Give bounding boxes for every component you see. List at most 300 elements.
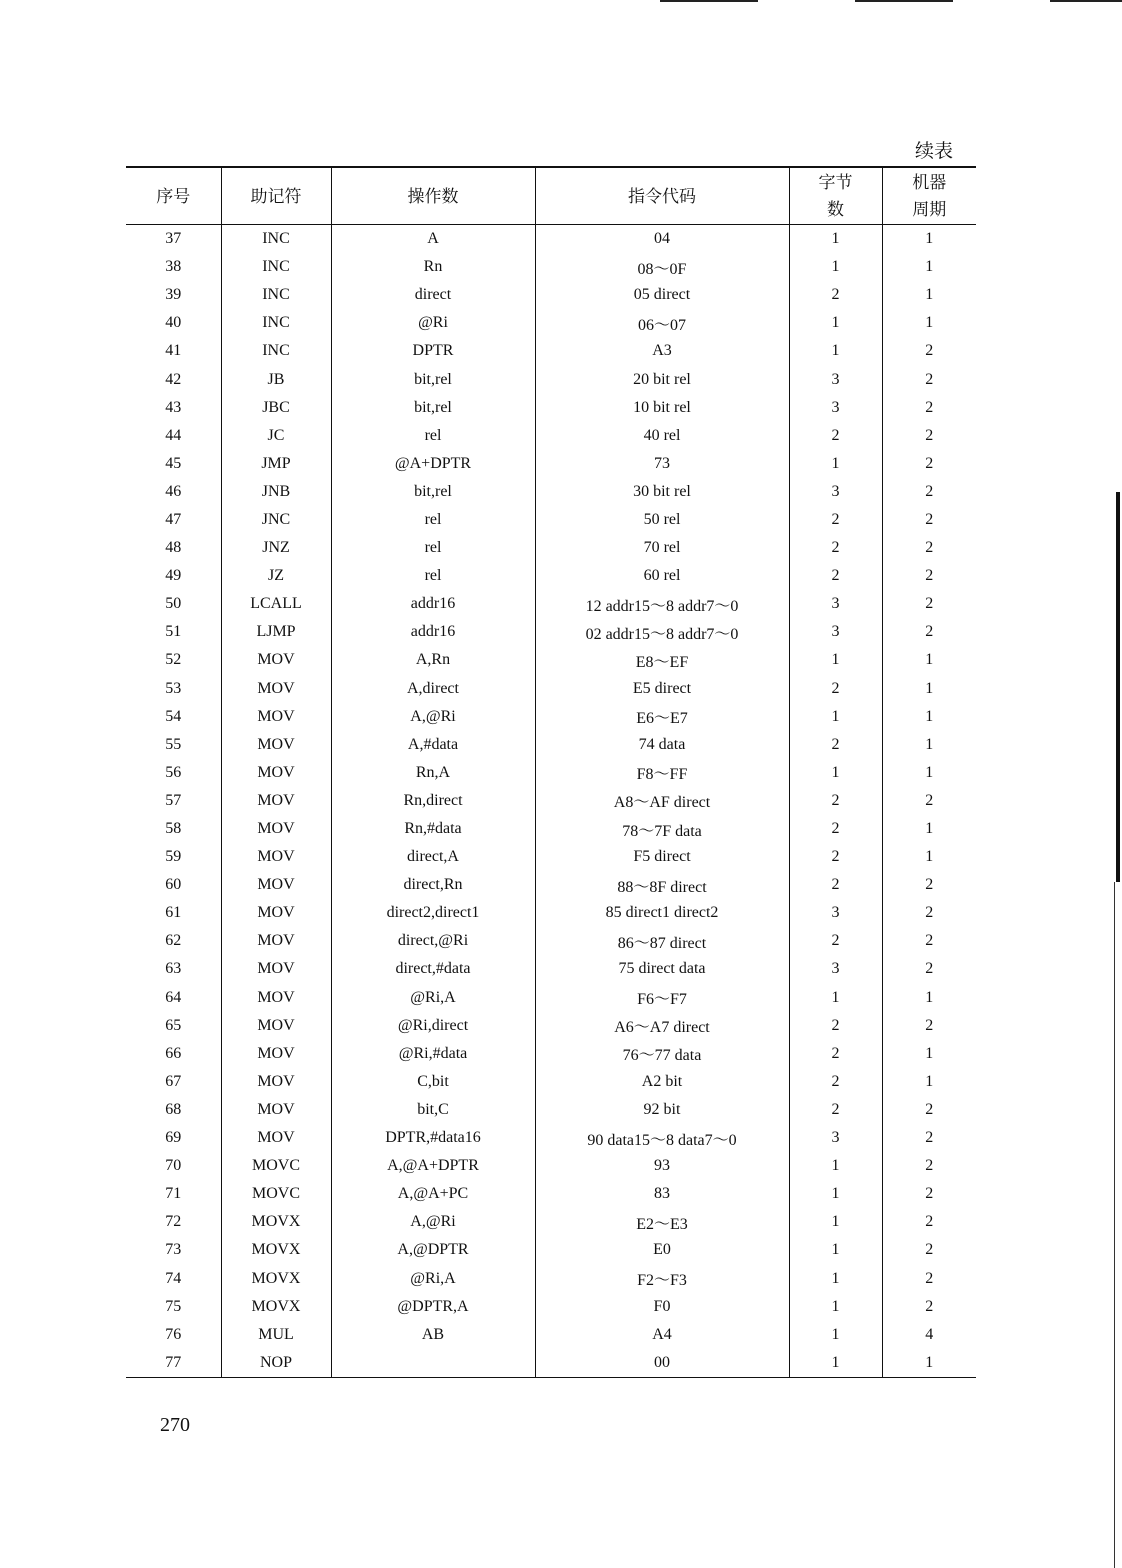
cell-mnemonic: MOV [221,899,331,927]
cell-operand: A,@A+DPTR [331,1152,535,1180]
cell-mnemonic: MOV [221,1040,331,1068]
cell-opcode: 20 bit rel [535,365,789,393]
cell-seq: 37 [126,225,221,254]
table-row [126,422,976,450]
header-cycles-line1: 机器 [912,173,947,192]
cell-operand: A,@DPTR [331,1236,535,1264]
cell-mnemonic: MOV [221,731,331,759]
table-row [126,984,976,1012]
cell-mnemonic: MOV [221,815,331,843]
cell-opcode: 04 [535,225,789,254]
binding-edge-bar [1116,492,1120,882]
cell-bytes: 3 [789,618,882,646]
cell-opcode: 70 rel [535,534,789,562]
cell-cycles: 1 [925,848,934,866]
cell-bytes: 2 [789,1068,882,1096]
table-row [126,927,976,955]
cell-seq: 53 [126,675,221,703]
cell-operand: @Ri,direct [331,1012,535,1040]
cell-bytes: 2 [789,675,882,703]
cell-bytes: 3 [789,1124,882,1152]
cell-mnemonic: MOV [221,646,331,674]
cell-bytes: 3 [789,590,882,618]
cell-bytes: 1 [789,646,882,674]
cell-seq: 43 [126,394,221,422]
cell-opcode: 76～77 data [535,1040,789,1068]
cell-bytes: 1 [789,1208,882,1236]
cell-bytes: 2 [789,534,882,562]
cell-mnemonic: INC [221,337,331,365]
table-row [126,394,976,422]
cell-seq: 56 [126,759,221,787]
cell-cycles: 2 [925,510,934,528]
cell-seq: 60 [126,871,221,899]
cell-mnemonic: LJMP [221,618,331,646]
table-row [126,1321,976,1349]
table-row [126,450,976,478]
cell-cycles: 2 [925,960,934,978]
cell-opcode: F6～F7 [535,984,789,1012]
table-row [126,675,976,703]
cell-opcode: 93 [535,1152,789,1180]
table-row [126,1096,976,1124]
cell-cycles: 2 [925,482,934,500]
table-row [126,506,976,534]
cell-bytes: 2 [789,506,882,534]
cell-opcode: 78～7F data [535,815,789,843]
cell-operand: A,#data [331,731,535,759]
cell-cycles: 1 [925,763,934,781]
cell-cycles: 1 [925,230,934,248]
cell-mnemonic: NOP [221,1349,331,1378]
cell-cycles: 1 [925,707,934,725]
cell-cycles: 1 [882,1349,976,1378]
cell-operand: bit,rel [331,365,535,393]
cell-cycles: 2 [925,1129,934,1147]
cell-seq: 41 [126,337,221,365]
cell-mnemonic: MOV [221,843,331,871]
header-cycles-line2: 周期 [912,200,947,219]
cell-mnemonic: MOV [221,675,331,703]
cell-mnemonic: MOV [221,1096,331,1124]
cell-seq: 59 [126,843,221,871]
cell-cycles: 1 [925,988,934,1006]
binding-edge-line [1114,882,1115,1568]
table-row [126,365,976,393]
table-row [126,1040,976,1068]
cell-bytes: 1 [789,703,882,731]
cell-seq: 67 [126,1068,221,1096]
table-row [126,1293,976,1321]
cell-seq: 55 [126,731,221,759]
cell-seq: 69 [126,1124,221,1152]
cell-cycles: 2 [925,1185,934,1203]
header-cycles [882,167,976,225]
cell-mnemonic: LCALL [221,590,331,618]
cell-seq: 64 [126,984,221,1012]
cell-cycles: 2 [925,1213,934,1231]
cell-opcode: 50 rel [535,506,789,534]
cell-operand: direct,#data [331,955,535,983]
cell-bytes: 1 [789,309,882,337]
table-row [126,281,976,309]
cell-mnemonic: MOV [221,1068,331,1096]
cell-seq: 46 [126,478,221,506]
cell-cycles: 1 [925,314,934,332]
cell-seq: 51 [126,618,221,646]
cell-seq: 75 [126,1293,221,1321]
cell-bytes: 1 [789,1152,882,1180]
table-row [126,562,976,590]
cell-operand: Rn,direct [331,787,535,815]
cell-operand: Rn,#data [331,815,535,843]
cell-seq: 40 [126,309,221,337]
table-row [126,478,976,506]
table-row [126,590,976,618]
cell-bytes: 1 [789,759,882,787]
cell-bytes: 3 [789,394,882,422]
cell-cycles: 1 [925,651,934,669]
cell-seq: 65 [126,1012,221,1040]
cell-seq: 70 [126,1152,221,1180]
header-bytes-line1: 字节 [818,173,853,192]
cell-operand: addr16 [331,618,535,646]
cell-mnemonic: MOVX [221,1293,331,1321]
table-row [126,1012,976,1040]
cell-operand: direct [331,281,535,309]
cell-bytes: 2 [789,562,882,590]
table-row [126,253,976,281]
cell-opcode: 10 bit rel [535,394,789,422]
table-row [126,1124,976,1152]
cell-seq: 68 [126,1096,221,1124]
cell-bytes: 2 [789,1096,882,1124]
cell-opcode: 74 data [535,731,789,759]
cell-mnemonic: MOV [221,787,331,815]
cell-cycles: 1 [925,1072,934,1090]
cell-mnemonic: JB [221,365,331,393]
cell-opcode: 40 rel [535,422,789,450]
cell-cycles: 4 [925,1325,934,1343]
cell-mnemonic: JNB [221,478,331,506]
cell-operand: C,bit [331,1068,535,1096]
cell-mnemonic: MOV [221,759,331,787]
cell-seq: 72 [126,1208,221,1236]
cell-mnemonic: JC [221,422,331,450]
cell-opcode: 73 [535,450,789,478]
cell-bytes: 2 [789,422,882,450]
cell-seq: 48 [126,534,221,562]
cell-seq: 42 [126,365,221,393]
cell-bytes: 2 [789,1012,882,1040]
cell-mnemonic: MOVC [221,1152,331,1180]
table-row [126,1236,976,1264]
cell-opcode: F8～FF [535,759,789,787]
cell-cycles: 1 [925,735,934,753]
table-row [126,731,976,759]
cell-seq: 63 [126,955,221,983]
cell-operand: A,direct [331,675,535,703]
cell-bytes: 2 [789,281,882,309]
continuation-label: 续表 [915,141,954,162]
table-row [126,1180,976,1208]
cell-operand: DPTR,#data16 [331,1124,535,1152]
table-row [126,787,976,815]
cell-opcode: E6～E7 [535,703,789,731]
cell-opcode: 02 addr15～8 addr7～0 [535,618,789,646]
cell-operand: @DPTR,A [331,1293,535,1321]
cell-cycles: 1 [925,258,934,276]
cell-bytes: 2 [789,927,882,955]
header-opcode: 指令代码 [535,167,789,225]
cell-bytes: 1 [789,984,882,1012]
cell-seq: 49 [126,562,221,590]
cell-bytes: 2 [789,1040,882,1068]
cell-cycles: 2 [925,1157,934,1175]
cell-opcode: 05 direct [535,281,789,309]
table-row [126,955,976,983]
cell-opcode: 00 [535,1349,789,1378]
cell-seq: 74 [126,1264,221,1292]
cell-bytes: 3 [789,365,882,393]
cell-mnemonic: MOV [221,703,331,731]
cell-opcode: 08～0F [535,253,789,281]
cell-cycles: 2 [925,539,934,557]
cell-mnemonic: JNC [221,506,331,534]
cell-opcode: 88～8F direct [535,871,789,899]
cell-cycles: 2 [925,791,934,809]
table-row [126,618,976,646]
cell-cycles: 2 [925,595,934,613]
cell-operand: rel [331,562,535,590]
cell-mnemonic: MOVX [221,1208,331,1236]
cell-bytes: 1 [789,253,882,281]
table-row [126,1208,976,1236]
cell-opcode: F5 direct [535,843,789,871]
cell-mnemonic: MOV [221,1012,331,1040]
cell-operand: A,@A+PC [331,1180,535,1208]
cell-bytes: 1 [789,1349,882,1378]
cell-cycles: 2 [925,623,934,641]
cell-cycles: 2 [925,426,934,444]
cell-operand: @Ri [331,309,535,337]
cell-opcode: F2～F3 [535,1264,789,1292]
cell-seq: 71 [126,1180,221,1208]
cell-mnemonic: MOVX [221,1264,331,1292]
cell-seq: 44 [126,422,221,450]
cell-operand: Rn,A [331,759,535,787]
cell-mnemonic: JZ [221,562,331,590]
cell-mnemonic: INC [221,309,331,337]
cell-seq: 58 [126,815,221,843]
cell-bytes: 1 [789,450,882,478]
instruction-table [126,166,976,1378]
cell-opcode: E2～E3 [535,1208,789,1236]
table-body [126,225,976,1378]
cell-operand: A [331,225,535,254]
cell-bytes: 1 [789,225,882,254]
cell-cycles: 2 [925,370,934,388]
cell-opcode: F0 [535,1293,789,1321]
header-bytes-line2: 数 [827,200,844,219]
top-rule-2 [855,0,953,2]
cell-opcode: A4 [535,1321,789,1349]
cell-operand: bit,C [331,1096,535,1124]
cell-bytes: 3 [789,478,882,506]
cell-operand: bit,rel [331,478,535,506]
cell-cycles: 2 [925,1269,934,1287]
table-row [126,337,976,365]
table-row [126,871,976,899]
cell-operand: direct,Rn [331,871,535,899]
cell-cycles: 2 [925,454,934,472]
table-row [126,899,976,927]
cell-seq: 57 [126,787,221,815]
header-operand: 操作数 [331,167,535,225]
header-bytes [789,167,882,225]
table-row [126,759,976,787]
cell-bytes: 1 [789,1180,882,1208]
cell-cycles: 2 [925,1100,934,1118]
cell-bytes: 3 [789,955,882,983]
cell-bytes: 1 [789,1264,882,1292]
cell-mnemonic: INC [221,225,331,254]
cell-mnemonic: MOV [221,927,331,955]
cell-opcode: 75 direct data [535,955,789,983]
cell-mnemonic: MUL [221,1321,331,1349]
cell-bytes: 2 [789,787,882,815]
table-row [126,1068,976,1096]
cell-opcode: E5 direct [535,675,789,703]
header-seq: 序号 [126,167,221,225]
cell-mnemonic: JBC [221,394,331,422]
cell-bytes: 3 [789,899,882,927]
cell-seq: 39 [126,281,221,309]
cell-opcode: 86～87 direct [535,927,789,955]
cell-operand: direct,@Ri [331,927,535,955]
cell-opcode: E0 [535,1236,789,1264]
cell-opcode: A3 [535,337,789,365]
cell-operand: @Ri,#data [331,1040,535,1068]
table-row [126,1264,976,1292]
cell-opcode: A8～AF direct [535,787,789,815]
cell-opcode: 90 data15～8 data7～0 [535,1124,789,1152]
cell-opcode: 60 rel [535,562,789,590]
cell-mnemonic: MOVX [221,1236,331,1264]
cell-cycles: 2 [925,1241,934,1259]
cell-cycles: 1 [925,679,934,697]
cell-bytes: 2 [789,815,882,843]
cell-opcode: A6～A7 direct [535,1012,789,1040]
cell-operand: addr16 [331,590,535,618]
table-header-row [126,167,976,225]
cell-seq: 45 [126,450,221,478]
cell-cycles: 2 [925,398,934,416]
cell-cycles: 2 [925,567,934,585]
cell-mnemonic: JMP [221,450,331,478]
cell-seq: 52 [126,646,221,674]
cell-cycles: 1 [925,286,934,304]
cell-seq: 62 [126,927,221,955]
cell-operand: @Ri,A [331,984,535,1012]
cell-bytes: 2 [789,843,882,871]
cell-opcode: 92 bit [535,1096,789,1124]
page-number: 270 [160,1414,190,1436]
cell-opcode: 12 addr15～8 addr7～0 [535,590,789,618]
table-row [126,534,976,562]
cell-operand: rel [331,506,535,534]
cell-opcode: 83 [535,1180,789,1208]
cell-mnemonic: MOV [221,871,331,899]
top-rule-1 [660,0,758,2]
cell-operand: DPTR [331,337,535,365]
cell-operand: @A+DPTR [331,450,535,478]
cell-operand: AB [331,1321,535,1349]
cell-operand: bit,rel [331,394,535,422]
cell-cycles: 2 [925,1016,934,1034]
cell-opcode: E8～EF [535,646,789,674]
cell-operand: A,@Ri [331,1208,535,1236]
cell-operand: @Ri,A [331,1264,535,1292]
cell-cycles: 2 [925,876,934,894]
cell-operand: rel [331,534,535,562]
cell-mnemonic: INC [221,281,331,309]
cell-cycles: 2 [925,1297,934,1315]
cell-seq: 54 [126,703,221,731]
top-rule-3 [1050,0,1122,2]
table-row [126,646,976,674]
cell-operand: A,Rn [331,646,535,674]
cell-cycles: 1 [925,1044,934,1062]
table-row [126,1349,976,1378]
cell-cycles: 1 [925,820,934,838]
cell-operand: direct2,direct1 [331,899,535,927]
cell-bytes: 1 [789,1293,882,1321]
header-mnemonic: 助记符 [221,167,331,225]
table-row [126,225,976,254]
cell-seq: 50 [126,590,221,618]
cell-cycles: 2 [925,904,934,922]
cell-operand: Rn [331,253,535,281]
cell-operand: direct,A [331,843,535,871]
cell-mnemonic: MOVC [221,1180,331,1208]
cell-opcode: 06～07 [535,309,789,337]
cell-bytes: 2 [789,871,882,899]
cell-bytes: 1 [789,1321,882,1349]
table-row [126,309,976,337]
cell-bytes: 1 [789,337,882,365]
cell-mnemonic: MOV [221,1124,331,1152]
cell-mnemonic: INC [221,253,331,281]
cell-seq: 76 [126,1321,221,1349]
cell-seq: 47 [126,506,221,534]
cell-bytes: 2 [789,731,882,759]
cell-seq: 61 [126,899,221,927]
table-row [126,815,976,843]
cell-seq: 73 [126,1236,221,1264]
cell-seq: 66 [126,1040,221,1068]
table-row [126,1152,976,1180]
cell-bytes: 1 [789,1236,882,1264]
cell-mnemonic: MOV [221,955,331,983]
table-row [126,703,976,731]
cell-seq: 38 [126,253,221,281]
cell-opcode: 85 direct1 direct2 [535,899,789,927]
cell-operand: A,@Ri [331,703,535,731]
table-row [126,843,976,871]
cell-cycles: 2 [925,342,934,360]
cell-operand [331,1349,535,1378]
